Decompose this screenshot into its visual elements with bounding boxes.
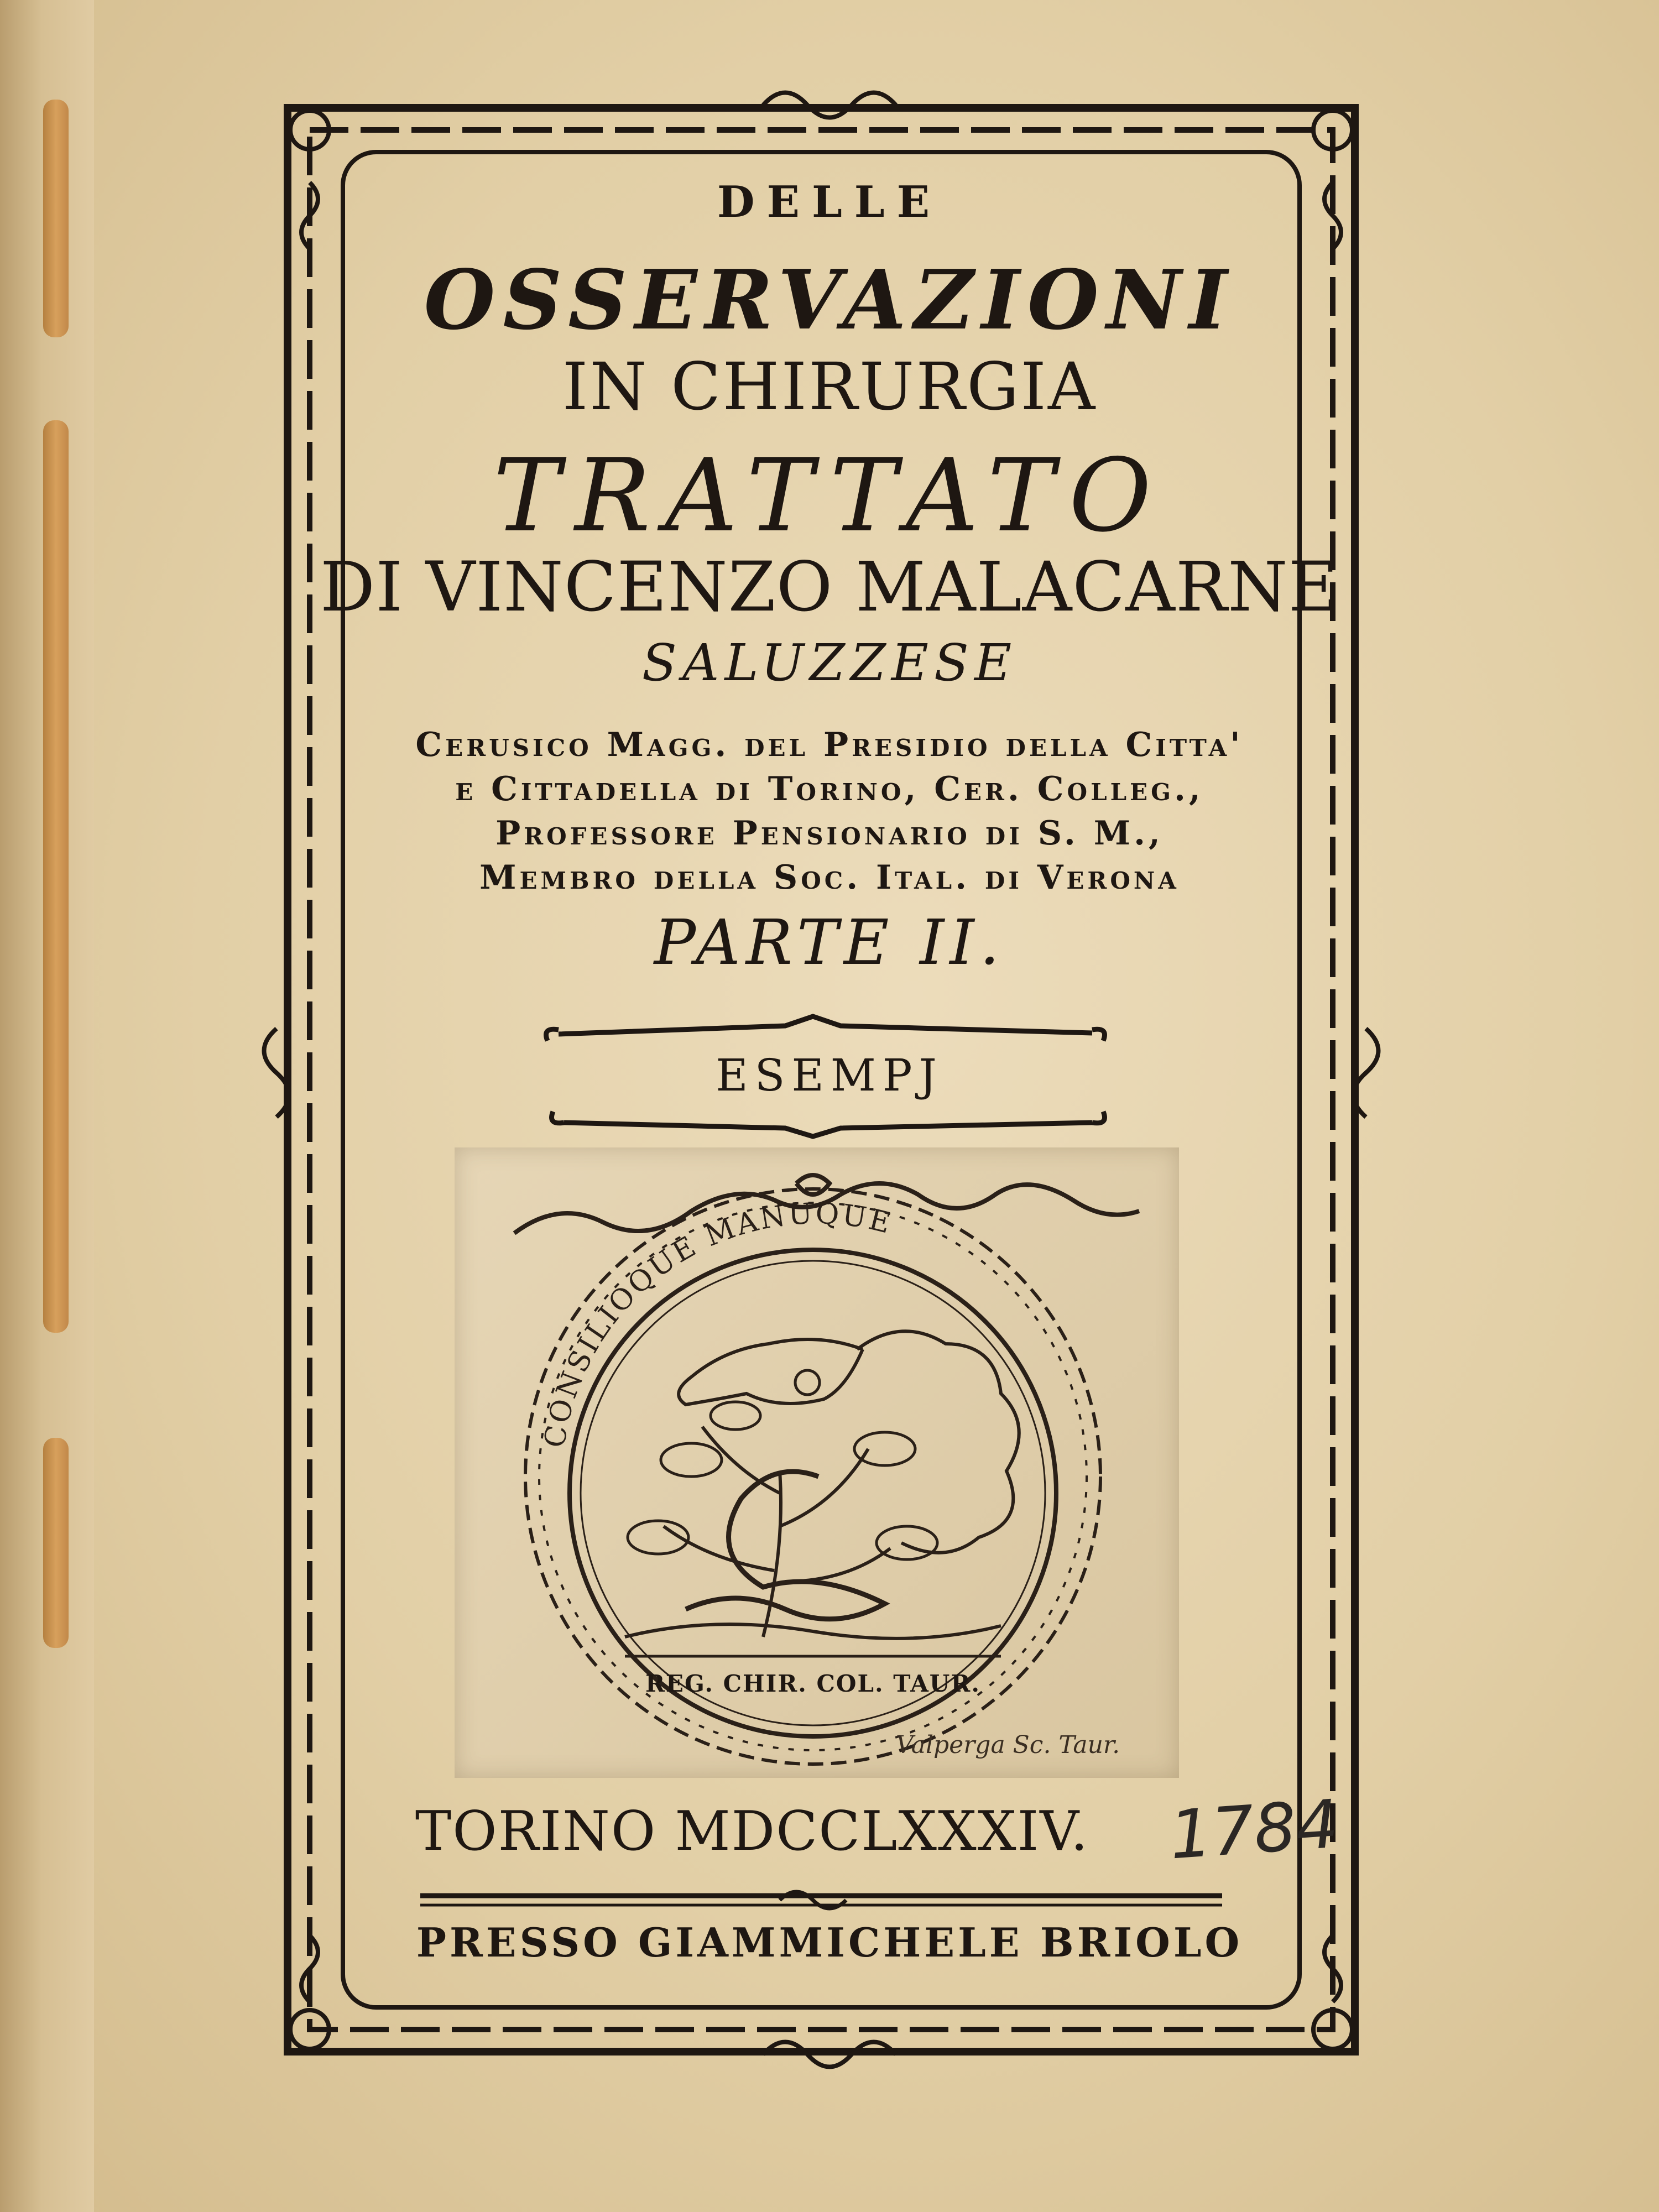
section-esempj: ESEMPJ <box>716 1050 943 1101</box>
credential-line: Membro della Soc. Ital. di Verona <box>479 858 1180 897</box>
imprint-place-date: TORINO MDCCLXXXIV. <box>415 1800 1089 1863</box>
author-line: DI VINCENZO MALACARNE <box>320 547 1339 627</box>
title-delle: DELLE <box>717 177 942 227</box>
credential-line: Professore Pensionario di S. M., <box>495 814 1164 853</box>
handwritten-annotation: 1784 <box>1167 1786 1341 1875</box>
part-number: PARTE II. <box>654 907 1005 979</box>
author-origin: SALUZZESE <box>641 633 1018 692</box>
imprint-printer: PRESSO GIAMMICHELE BRIOLO <box>416 1919 1243 1966</box>
engraver-signature: Valperga Sc. Taur. <box>896 1731 1120 1759</box>
credential-line: e Cittadella di Torino, Cer. Colleg., <box>455 770 1204 808</box>
title-trattato: TRATTATO <box>493 437 1166 554</box>
medallion-exergue: REG. CHIR. COL. TAUR. <box>645 1670 980 1697</box>
title-in-chirurgia: IN CHIRURGIA <box>562 348 1097 425</box>
title-osservazioni: OSSERVAZIONI <box>424 252 1235 348</box>
medallion-motto: CONSILIOQUE MANUQUE <box>538 1197 896 1451</box>
credential-line: Cerusico Magg. del Presidio della Citta' <box>415 726 1244 764</box>
